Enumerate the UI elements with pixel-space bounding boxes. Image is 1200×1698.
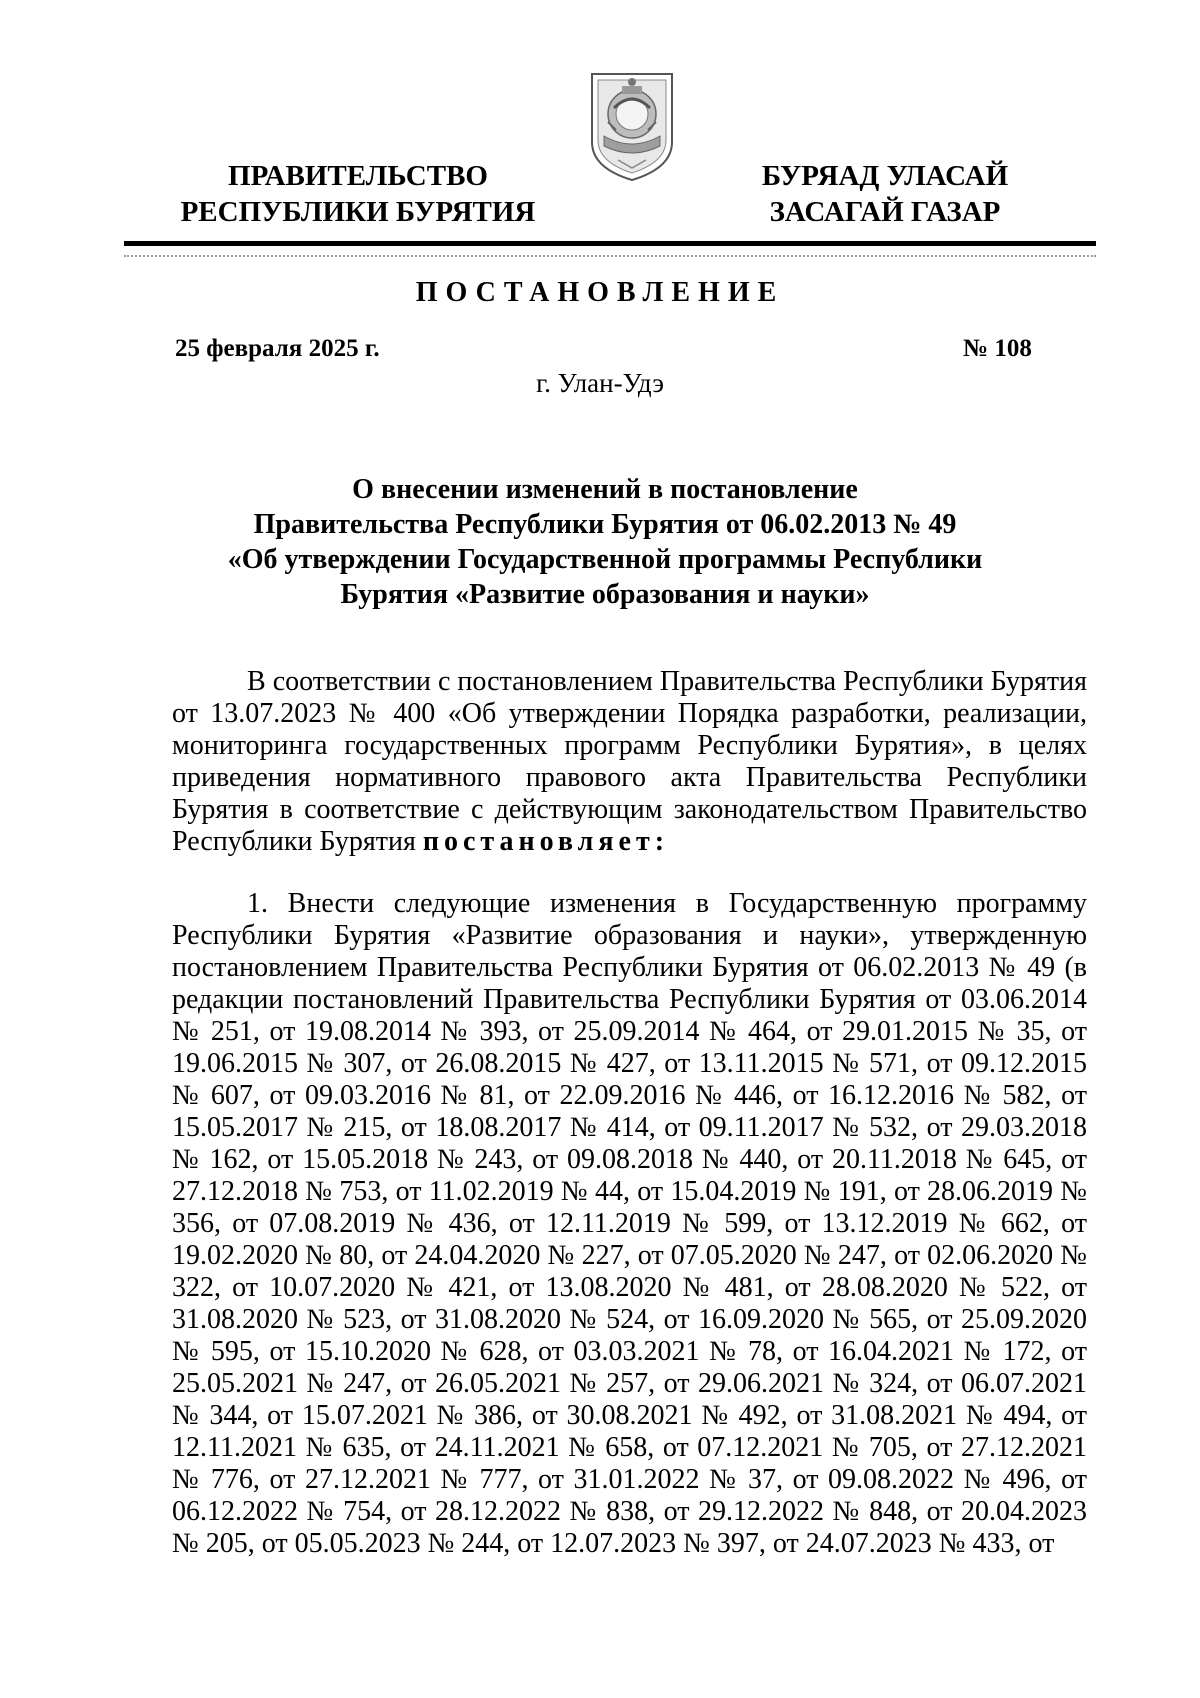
- government-name-buryat: [740, 158, 1030, 230]
- coat-of-arms-icon: [588, 56, 676, 182]
- title-line1: О внесении изменений в постановление: [352, 474, 858, 505]
- title-line3: «Об утверждении Государственной программы Республики: [227, 544, 983, 575]
- government-name-line2: РЕСПУБЛИКИ БУРЯТИЯ: [180, 196, 536, 228]
- title-line2: Правительства Республики Бурятия от 06.02.2013 № 49: [253, 509, 957, 540]
- government-name-line1: ПРАВИТЕЛЬСТВО: [228, 160, 488, 192]
- government-name-buryat-line1: БУРЯАД УЛАСАЙ: [761, 160, 1009, 192]
- document-city: г. Улан-Удэ: [536, 368, 664, 398]
- document-type: ПОСТАНОВЛЕНИЕ: [415, 277, 785, 308]
- header-divider-thick: [124, 241, 1096, 246]
- document-body: [172, 666, 1087, 1560]
- government-name-buryat-line2: ЗАСАГАЙ ГАЗАР: [769, 196, 1001, 228]
- preamble-paragraph: [172, 666, 1087, 858]
- document-title: [180, 472, 1030, 612]
- document-date: 25 февраля 2025 г.: [175, 335, 380, 362]
- government-name-russian: [178, 158, 538, 230]
- header-divider-dotted: [124, 255, 1096, 257]
- clause-1-paragraph: 1. Внести следующие изменения в Государственную программу Республики Бурятия «Развитие образования и науки», утвержденную постановлением Правительства Республики Бурятия от 06.02.2013 № 49 (в редакции постановлений Правительства Республики Бурятия от 03.06.2014 № 251, от 19.08.2014 № 393, от 25.09.2014 № 464, от 29.01.2015 № 35, от 19.06.2015 № 307, от 26.08.2015 № 427, от 13.11.2015 № 571, от 09.12.2015 № 607, от 09.03.2016 № 81, от 22.09.2016 № 446, от 16.12.2016 № 582, от 15.05.2017 № 215, от 18.08.2017 № 414, от 09.11.2017 № 532, от 29.03.2018 № 162, от 15.05.2018 № 243, от 09.08.2018 № 440, от 20.11.2018 № 645, от 27.12.2018 № 753, от 11.02.2019 № 44, от 15.04.2019 № 191, от 28.06.2019 № 356, от 07.08.2019 № 436, от 12.11.2019 № 599, от 13.12.2019 № 662, от 19.02.2020 № 80, от 24.04.2020 № 227, от 07.05.2020 № 247, от 02.06.2020 № 322, от 10.07.2020 № 421, от 13.08.2020 № 481, от 28.08.2020 № 522, от 31.08.2020 № 523, от 31.08.2020 № 524, от 16.09.2020 № 565, от 25.09.2020 № 595, от 15.10.2020 № 628, от 03.03.2021 № 78, от 16.04.2021 № 172, от 25.05.2021 № 247, от 26.05.2021 № 257, от 29.06.2021 № 324, от 06.07.2021 № 344, от 15.07.2021 № 386, от 30.08.2021 № 492, от 31.08.2021 № 494, от 12.11.2021 № 635, от 24.11.2021 № 658, от 07.12.2021 № 705, от 27.12.2021 № 776, от 27.12.2021 № 777, от 31.01.2022 № 37, от 09.08.2022 № 496, от 06.12.2022 № 754, от 28.12.2022 № 838, от 29.12.2022 № 848, от 20.04.2023 № 205, от 05.05.2023 № 244, от 12.07.2023 № 397, от 24.07.2023 № 433, от: [172, 888, 1087, 1559]
- decree-word: постановляет:: [422, 826, 670, 857]
- title-line4: Бурятия «Развитие образования и науки»: [340, 579, 870, 610]
- preamble-text: В соответствии с постановлением Правительства Республики Бурятия от 13.07.2023 № 400 «Об утверждении Порядка разработки, реализации, мониторинга государственных программ Республики Бурятия», в целях приведения нормативного правового акта Правительства Республики Бурятия в соответствие с действующим законодательством Правительство Республики Бурятия: [172, 666, 1087, 857]
- document-number: № 108: [963, 335, 1032, 362]
